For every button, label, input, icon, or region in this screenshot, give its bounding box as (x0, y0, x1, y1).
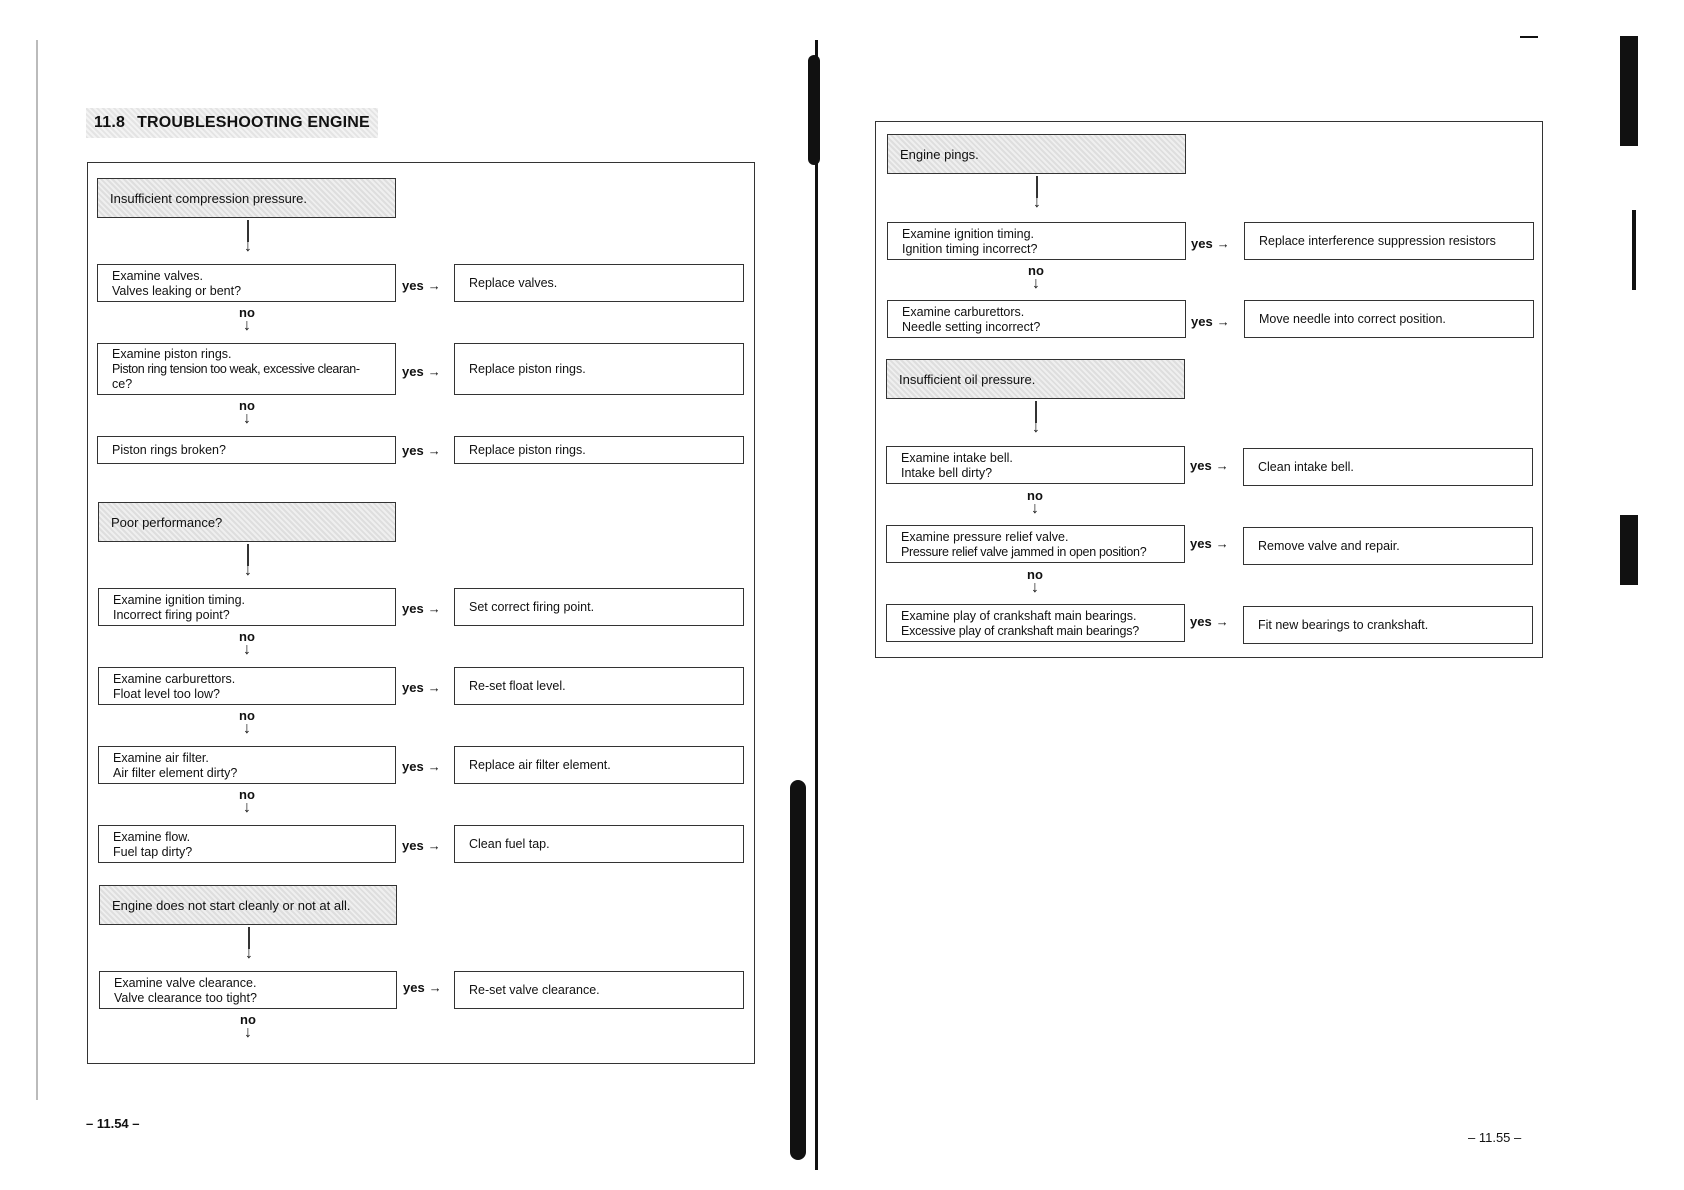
yes-text: yes (402, 443, 424, 458)
down-arrow: ↓ (1031, 579, 1039, 596)
question-box (98, 746, 396, 784)
spine-blot-top (808, 55, 820, 165)
question-line: Examine intake bell. (901, 450, 1013, 465)
header-text: Poor performance? (111, 514, 223, 530)
yes-text: yes (402, 278, 424, 293)
edge-mark-top (1620, 36, 1638, 146)
yes-text: yes (1191, 314, 1213, 329)
header-text: Insufficient compression pressure. (110, 190, 308, 206)
yes-text: yes (402, 601, 424, 616)
question-box (98, 667, 396, 705)
header-engine-not-start (99, 885, 397, 925)
down-arrow: ↓ (1032, 419, 1040, 436)
no-label (1020, 568, 1050, 595)
down-arrow: ↓ (243, 410, 251, 427)
header-text: Engine pings. (900, 146, 979, 162)
question-box (98, 588, 396, 626)
down-arrow: ↓ (1033, 194, 1041, 211)
header-text: Insufficient oil pressure. (899, 371, 1036, 387)
yes-label (1191, 236, 1230, 251)
answer-text: Move needle into correct position. (1259, 312, 1446, 326)
yes-text: yes (1191, 236, 1213, 251)
no-text: no (1028, 263, 1044, 278)
question-box (887, 300, 1186, 338)
down-arrow: ↓ (245, 945, 253, 962)
question-line: Ignition timing incorrect? (902, 241, 1038, 256)
right-arrow: → (427, 601, 441, 616)
no-label (1021, 264, 1051, 291)
down-arrow: ↓ (243, 641, 251, 658)
question-line: Examine piston rings. (112, 347, 232, 361)
answer-text: Replace piston rings. (469, 362, 586, 376)
answer-box (454, 667, 744, 705)
down-arrow: ↓ (243, 799, 251, 816)
right-arrow: → (1215, 458, 1229, 473)
header-engine-pings (887, 134, 1186, 174)
question-box (886, 525, 1185, 563)
answer-box (454, 971, 744, 1009)
right-arrow: → (1216, 236, 1230, 251)
no-label (233, 1013, 263, 1040)
question-line: Examine valve clearance. (114, 975, 257, 990)
yes-text: yes (1190, 536, 1212, 551)
question-line: Needle setting incorrect? (902, 319, 1041, 334)
answer-box (454, 343, 744, 395)
answer-text: Re-set float level. (469, 679, 566, 693)
question-line: Examine pressure relief valve. (901, 529, 1069, 544)
answer-text: Remove valve and repair. (1258, 539, 1400, 553)
question-line: Incorrect firing point? (113, 607, 230, 622)
answer-box (454, 746, 744, 784)
answer-text: Replace piston rings. (469, 443, 586, 457)
yes-label (402, 278, 441, 293)
yes-label (402, 443, 441, 458)
answer-text: Replace valves. (469, 276, 558, 290)
question-box (97, 343, 396, 395)
section-number: 11.8 (94, 114, 126, 131)
down-arrow: ↓ (244, 238, 252, 255)
answer-box (1243, 448, 1533, 486)
answer-box (1243, 527, 1533, 565)
yes-label (1190, 536, 1229, 551)
yes-label (402, 838, 441, 853)
down-arrow: ↓ (243, 720, 251, 737)
answer-text: Replace interference suppression resistors (1259, 234, 1496, 248)
yes-label (402, 759, 441, 774)
yes-text: yes (402, 838, 424, 853)
right-arrow: → (1215, 536, 1229, 551)
question-line: Fuel tap dirty? (113, 844, 193, 859)
yes-label (1191, 314, 1230, 329)
question-line: Valve clearance too tight? (114, 990, 257, 1005)
no-text: no (1027, 488, 1043, 503)
answer-box (1244, 222, 1534, 260)
question-line: Examine ignition timing. (113, 592, 246, 607)
section-title-text: TROUBLESHOOTING ENGINE (137, 114, 370, 131)
answer-box (454, 264, 744, 302)
right-arrow: → (427, 759, 441, 774)
no-label (232, 630, 262, 657)
question-box (97, 264, 396, 302)
question-line: Examine valves. (112, 268, 204, 283)
answer-box (454, 825, 744, 863)
question-line: Examine air filter. (113, 750, 209, 765)
page-number-right: – 11.55 – (1468, 1130, 1522, 1145)
edge-mark-low (1620, 515, 1638, 585)
no-text: no (239, 787, 255, 802)
no-label (232, 709, 262, 736)
corner-dash (1520, 36, 1538, 38)
yes-label (1190, 458, 1229, 473)
yes-text: yes (1190, 458, 1212, 473)
no-text: no (239, 398, 255, 413)
answer-box (454, 588, 744, 626)
answer-box (1243, 606, 1533, 644)
page-number-left: – 11.54 – (86, 1116, 140, 1131)
yes-text: yes (403, 980, 425, 995)
down-arrow: ↓ (243, 317, 251, 334)
header-insufficient-oil-pressure (886, 359, 1185, 399)
question-line: Examine carburettors. (113, 671, 236, 686)
right-arrow: → (1216, 314, 1230, 329)
right-arrow: → (427, 680, 441, 695)
answer-text: Fit new bearings to crankshaft. (1258, 618, 1429, 632)
down-arrow: ↓ (1031, 500, 1039, 517)
question-box (99, 971, 397, 1009)
edge-mark-mid (1632, 210, 1636, 290)
yes-text: yes (402, 364, 424, 379)
answer-text: Clean fuel tap. (469, 837, 550, 851)
yes-text: yes (402, 680, 424, 695)
no-text: no (239, 305, 255, 320)
right-arrow: → (428, 980, 442, 995)
header-text: Engine does not start cleanly or not at all. (112, 897, 351, 913)
no-label (1020, 489, 1050, 516)
question-line: Float level too low? (113, 686, 221, 701)
question-box (886, 446, 1185, 484)
no-text: no (240, 1012, 256, 1027)
yes-text: yes (1190, 614, 1212, 629)
left-margin-line (36, 40, 38, 1100)
down-arrow: ↓ (244, 562, 252, 579)
question-box (98, 825, 396, 863)
question-line: Examine carburettors. (902, 304, 1025, 319)
right-arrow: → (427, 364, 441, 379)
answer-box (454, 436, 744, 464)
answer-text: Replace air filter element. (469, 758, 611, 772)
right-arrow: → (427, 838, 441, 853)
yes-label (402, 601, 441, 616)
question-box (97, 436, 396, 464)
answer-text: Set correct firing point. (469, 600, 595, 614)
right-arrow: → (427, 278, 441, 293)
yes-label (402, 680, 441, 695)
question-line: Piston rings broken? (112, 443, 226, 457)
yes-text: yes (402, 759, 424, 774)
center-spine (815, 40, 818, 1170)
yes-label (403, 980, 442, 995)
question-line: Pressure relief valve jammed in open position? (901, 544, 1147, 559)
header-insufficient-compression (97, 178, 396, 218)
question-line: Examine play of crankshaft main bearings. (901, 608, 1137, 623)
question-line: Examine flow. (113, 829, 191, 844)
question-line: Valves leaking or bent? (112, 283, 242, 298)
down-arrow: ↓ (1032, 275, 1040, 292)
header-poor-performance (98, 502, 396, 542)
right-arrow: → (427, 443, 441, 458)
no-text: no (239, 629, 255, 644)
answer-text: Clean intake bell. (1258, 460, 1354, 474)
question-line: Piston ring tension too weak, excessive clearan- (112, 362, 360, 376)
question-line: ce? (112, 377, 133, 391)
question-box (887, 222, 1186, 260)
no-text: no (1027, 567, 1043, 582)
answer-text: Re-set valve clearance. (469, 983, 600, 997)
question-line: Intake bell dirty? (901, 465, 993, 480)
question-line: Examine ignition timing. (902, 226, 1035, 241)
no-text: no (239, 708, 255, 723)
no-label (232, 788, 262, 815)
question-line: Air filter element dirty? (113, 765, 238, 780)
no-label (232, 399, 262, 426)
question-line: Excessive play of crankshaft main bearings? (901, 623, 1140, 638)
spine-blot-bottom (790, 780, 806, 1160)
question-box (886, 604, 1185, 642)
down-arrow: ↓ (244, 1024, 252, 1041)
no-label (232, 306, 262, 333)
yes-label (402, 364, 441, 379)
yes-label (1190, 614, 1229, 629)
right-arrow: → (1215, 614, 1229, 629)
section-title (86, 108, 378, 138)
answer-box (1244, 300, 1534, 338)
